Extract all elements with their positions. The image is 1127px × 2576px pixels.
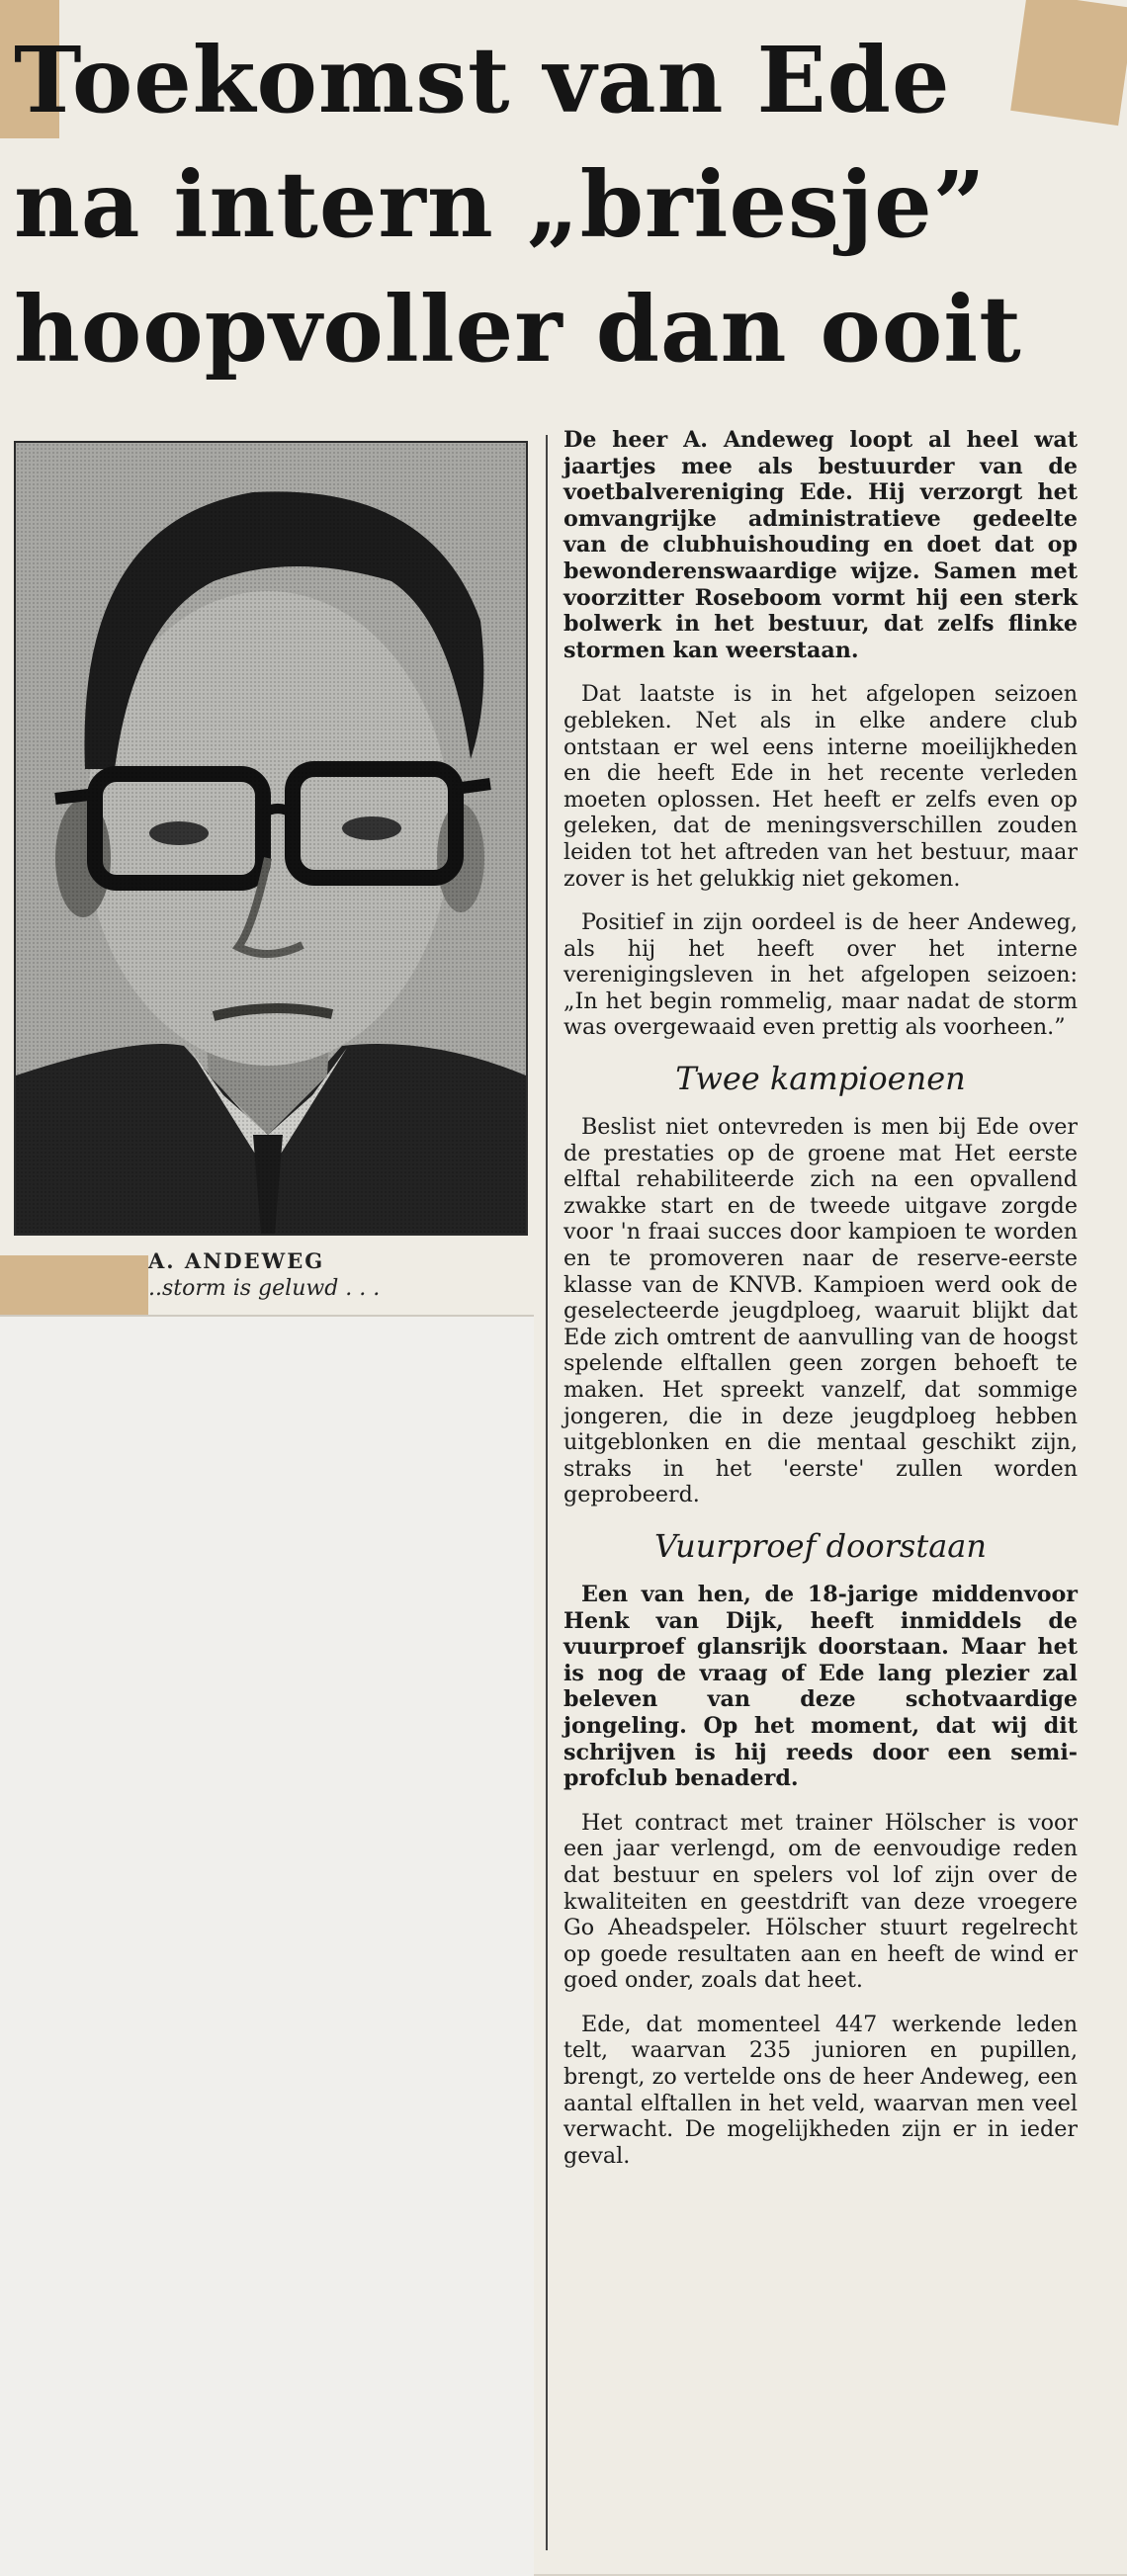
caption-name: A. ANDEWEG xyxy=(148,1248,325,1273)
backing-paper xyxy=(0,1315,534,2576)
paragraph: Ede, dat momenteel 447 werkende leden telt, waarvan 235 junioren en pupillen, brengt, zo vertelde ons de heer Andeweg, een aantal elftallen in het veld, waarvan men veel verwacht. De mogelijkheden zijn er in ieder geval. xyxy=(564,2011,1078,2169)
headline-line: na intern „briesje” xyxy=(14,151,987,258)
paragraph: Positief in zijn oordeel is de heer Andeweg, als hij het heeft over het interne verenigingsleven in het afgelopen seizoen: „In het begin rommelig, maar nadat de storm was overgewaaid even prettig als voorheen.” xyxy=(564,909,1078,1041)
portrait-illustration xyxy=(16,443,526,1234)
subheading: Twee kampioenen xyxy=(675,1060,966,1098)
headline xyxy=(14,18,1101,391)
paragraph: Een van hen, de 18-jarige middenvoor Henk van Dijk, heeft inmiddels de vuurproef glansrijk doorstaan. Maar het is nog de vraag of Ede lang plezier zal beleven van deze schotvaardige jongeling. Op het moment, dat wij dit schrijven is hij reeds door een semi-profclub benaderd. xyxy=(564,1581,1078,1792)
headline-line: hoopvoller dan ooit xyxy=(14,276,1022,383)
subheading: Vuurproef doorstaan xyxy=(654,1526,987,1565)
lead-paragraph: De heer A. Andeweg loopt al heel wat jaartjes mee als bestuurder van de voetbalvereniging Ede. Hij verzorgt het omvangrijke administratieve gedeelte van de clubhuishouding en doet dat op bewonderenswaardige wijze. Samen met voorzitter Roseboom vormt hij een sterk bolwerk in het bestuur, dat zelfs flinke stormen kan weerstaan. xyxy=(564,427,1078,663)
column-rule xyxy=(546,435,548,2550)
caption-text: ..storm is geluwd . . . xyxy=(148,1276,381,1301)
headline-line: Toekomst van Ede xyxy=(14,27,951,133)
article-body xyxy=(564,427,1078,2187)
paragraph: Dat laatste is in het afgelopen seizoen gebleken. Net als in elke andere club ontstaan er wel eens interne moeilijkheden en die heeft Ede in het recente verleden moeten oplossen. Het heeft er zelfs even op geleken, dat de meningsverschillen zouden leiden tot het aftreden van het bestuur, maar zover is het gelukkig niet gekomen. xyxy=(564,681,1078,892)
paragraph: Het contract met trainer Hölscher is voor een jaar verlengd, om de eenvoudige reden dat bestuur en spelers vol lof zijn over de kwaliteiten en geestdrift van deze vroegere Go Aheadspeler. Hölscher stuurt regelrecht op goede resultaten aan en heeft de wind er goed onder, zoals dat heet. xyxy=(564,1809,1078,1994)
photo-caption xyxy=(148,1247,465,1303)
paragraph: Beslist niet ontevreden is men bij Ede over de prestaties op de groene mat Het eerste elftal rehabiliteerde zich na een opvallend zwakke start en de tweede uitgave zorgde voor 'n fraai succes door kampioen te worden en te promoveren naar de reserve-eerste klasse van de KNVB. Kampioen werd ook de geselecteerde jeugdploeg, waaruit blijkt dat Ede zich omtrent de aanvulling van de hoogst spelende elftallen geen zorgen behoeft te maken. Het spreekt vanzelf, dat sommige jongeren, die in deze jeugdploeg hebben uitgeblonken en die mentaal geschikt zijn, straks in het 'eerste' zullen worden geprobeerd. xyxy=(564,1114,1078,1508)
portrait-photo xyxy=(14,441,528,1236)
